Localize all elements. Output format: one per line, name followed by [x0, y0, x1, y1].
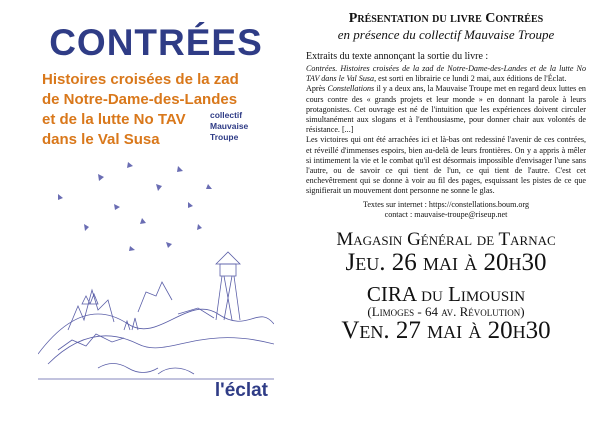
- paragraph-1: [306, 64, 586, 84]
- paragraph-2: [306, 84, 586, 135]
- event-1-date: Jeu. 26 mai à 20h30: [345, 249, 547, 277]
- cover-title: CONTRÉES: [49, 22, 263, 63]
- subtitle-line: Histoires croisées de la zad: [42, 71, 239, 88]
- collectif-word: Mauvaise: [210, 121, 249, 131]
- announcement-text: [306, 10, 586, 343]
- publisher-logo: l'éclat: [214, 380, 268, 401]
- constellations-title: Constellations: [327, 84, 375, 94]
- collectif-word: Troupe: [210, 132, 239, 142]
- contact-links: [306, 200, 586, 220]
- collectif-word: collectif: [210, 110, 243, 120]
- event-2-address: (Limoges - 64 av. Révolution): [367, 304, 525, 320]
- extract-title: Extraits du texte annonçant la sortie du livre :: [306, 51, 489, 62]
- paragraph-1-text: , est sorti en librairie ce lundi 2 mai, aux éditions de l'Éclat.: [374, 74, 567, 84]
- subtitle-line: de Notre-Dame-des-Landes: [42, 91, 238, 108]
- subtitle-line: et de la lutte No TAV: [42, 111, 186, 128]
- book-cover: [38, 14, 274, 412]
- subtitle-line: dans le Val Susa: [42, 131, 160, 148]
- cover-illustration: [38, 154, 274, 384]
- event-2-venue: CIRA du Limousin: [366, 282, 526, 307]
- collective-name: [210, 110, 274, 143]
- paragraph-2-start: Après: [306, 84, 328, 94]
- presentation-subheading: en présence du collectif Mauvaise Troupe: [337, 27, 555, 42]
- website-link[interactable]: Textes sur internet : https://constellations.boum.org: [362, 199, 530, 209]
- flying-leaves: [58, 162, 212, 251]
- watchtower-drawing: [216, 252, 240, 320]
- paragraph-3: Les victoires qui ont été arrachées ici et là-bas ont redessiné l'avenir de ces contrées, et réveillé d'immenses espoirs, bien au-delà de leurs frontières. On y a appris à mêler si intimement la vie et le combat qu'il est désormais impossible d'envisager l'une sans l'autre, ou de savoir ce qui tient de l'un, ce qui tient de l'autre. C'est cet enchevêtrement qui se donne à voir au fil des pages, esquissant les pistes de ce que signifierait un mouvement dont personne ne sonne le glas.: [306, 135, 586, 196]
- event-1-venue: Magasin Général de Tarnac: [336, 229, 556, 251]
- event-2-date: Ven. 27 mai à 20h30: [341, 317, 551, 345]
- contact-email[interactable]: contact : mauvaise-troupe@riseup.net: [384, 209, 508, 219]
- book-full-title: Contrées. Histoires croisées de la zad de Notre-Dame-des-Landes et de la lutte No TAV dans le Val Susa: [306, 64, 586, 84]
- paragraph-2-text: il y a deux ans, la Mauvaise Troupe met en regard deux luttes en cours contre des « grands projets et leur monde » en donnant la parole à leurs protagonistes. Cet ouvrage est né de l'intuition que les expériences doivent circuler simultanément aux slogans et à l'enthousiasme, pour donner chair aux volontés de résistance. [...]: [306, 84, 586, 135]
- presentation-heading: Présentation du livre Contrées: [348, 11, 544, 26]
